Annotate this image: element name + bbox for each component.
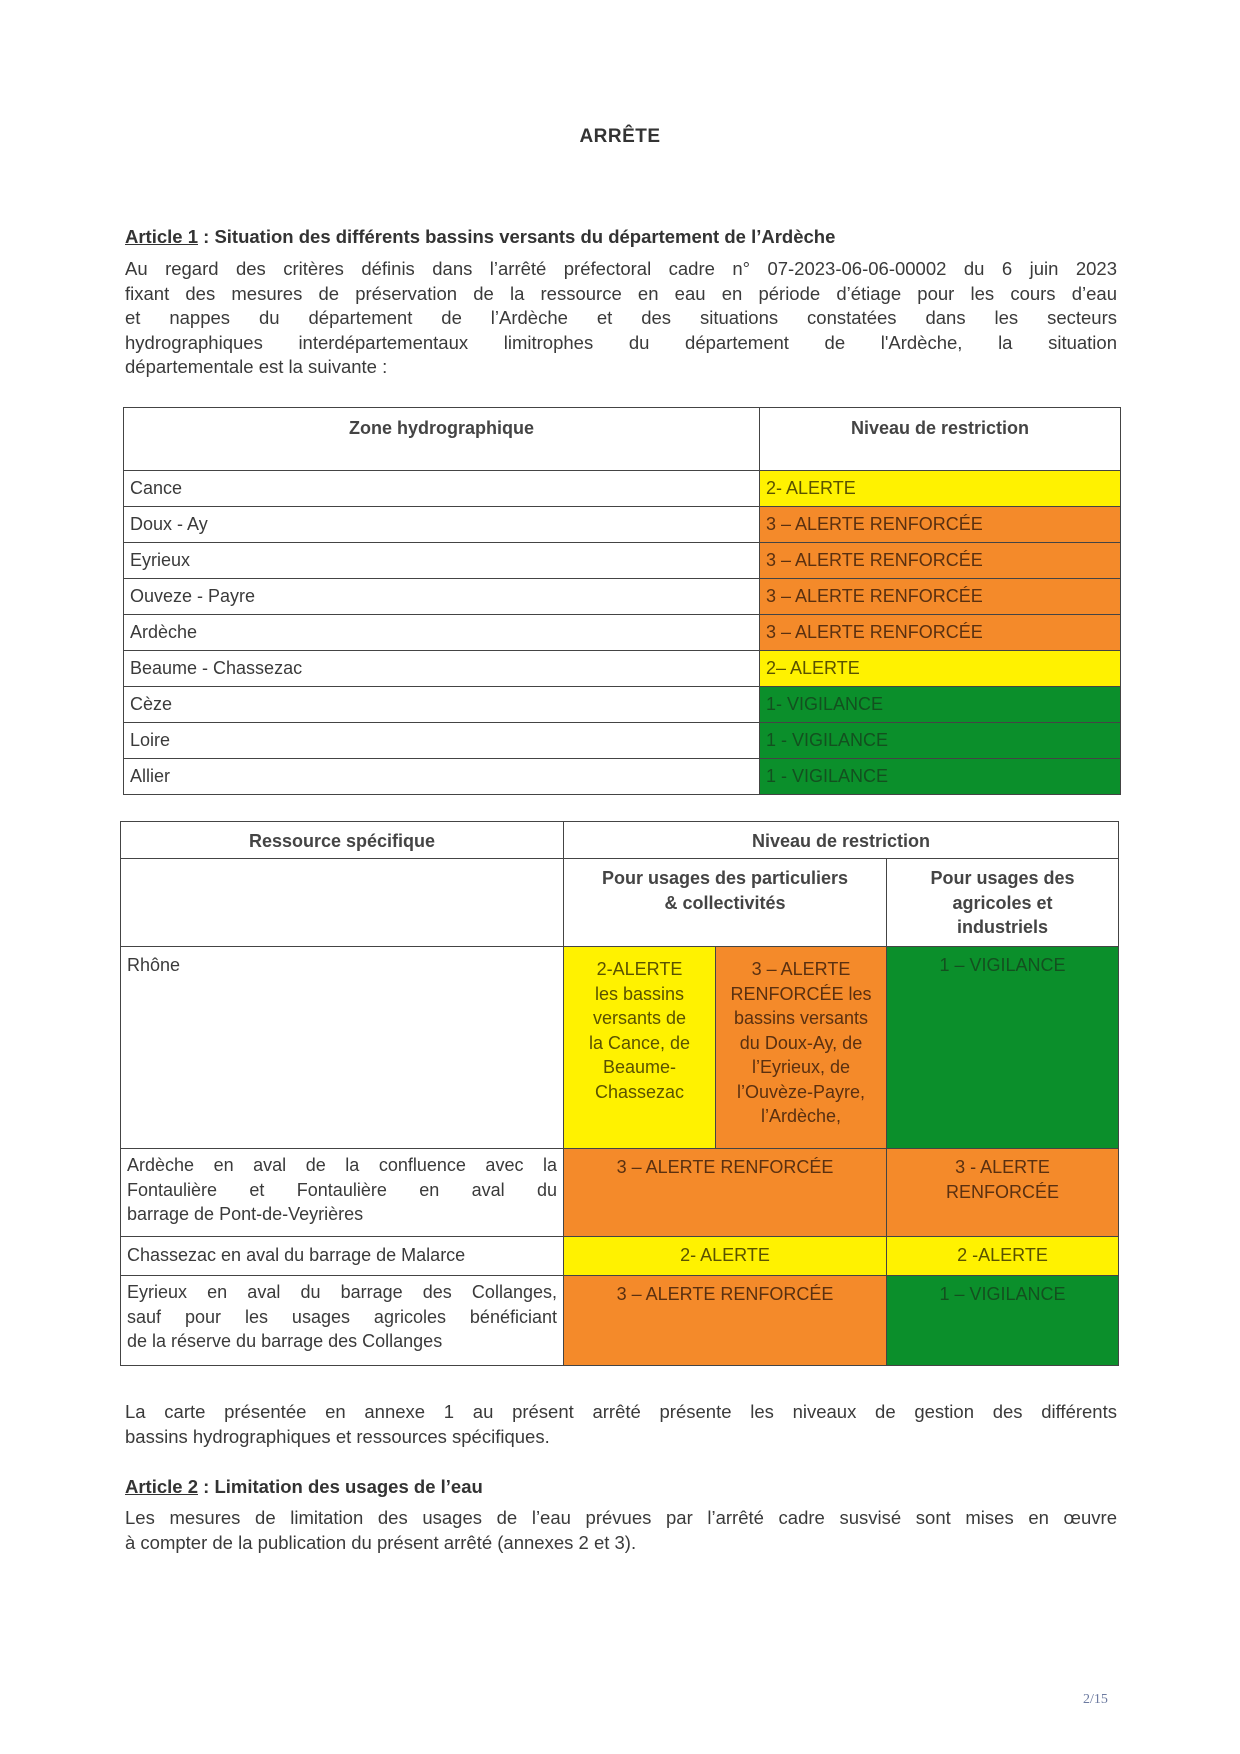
restriction-level: 2– ALERTE [760,651,1121,687]
table-row [124,723,1121,759]
level-line: 2-ALERTE [596,959,683,979]
name-line: Ardèche en aval de la confluence avec la [127,1155,557,1175]
name-line: Eyrieux en aval du barrage des Collanges, [127,1282,557,1302]
header-zone: Zone hydrographique [124,408,760,471]
article-2-label: Article 2 [125,1476,199,1497]
level-line: l’Ardèche, [760,1106,842,1126]
resources-table [120,821,1119,1366]
header-level: Niveau de restriction [564,822,1119,859]
header-resource: Ressource spécifique [121,822,564,859]
resources-header-row [121,822,1119,859]
paragraph-line: Les mesures de limitation des usages de l’eau prévues par l’arrêté cadre susvisé sont mises en œuvre [125,1507,1117,1528]
restriction-level: 1- VIGILANCE [760,687,1121,723]
level-line: l’Ouvèze-Payre, [736,1081,866,1102]
table-row [124,579,1121,615]
subheader-empty [121,859,564,947]
resource-name [121,1276,564,1366]
paragraph-line: à compter de la publication du présent arrêté (annexes 2 et 3). [125,1531,637,1553]
zone-name: Doux - Ay [124,507,760,543]
restriction-level: 1 - VIGILANCE [760,759,1121,795]
zones-table-body [124,471,1121,795]
zone-name: Cèze [124,687,760,723]
zone-name: Ardèche [124,615,760,651]
table-row [124,687,1121,723]
zones-table [123,407,1121,795]
document-title: ARRÊTE [579,126,661,147]
level-agricoles: 2 -ALERTE [887,1237,1119,1276]
level-line: Beaume- [602,1057,677,1077]
restriction-level: 2- ALERTE [760,471,1121,507]
subheader-particuliers: Pour usages des particuliers & collectivités [564,859,887,947]
paragraph-line: départementale est la suivante : [125,356,388,378]
table-row-eyrieux [121,1276,1119,1366]
table-row [124,651,1121,687]
level-line: du Doux-Ay, de [739,1032,863,1053]
level-line: Chassezac [594,1081,685,1102]
level-line: les bassins [594,983,685,1004]
paragraph-line: et nappes du département de l’Ardèche et des situations constatées dans les secteurs [125,307,1117,329]
level-line: la Cance, de [588,1032,691,1053]
table-row-rhone [121,947,1119,1149]
level-agricoles: 1 – VIGILANCE [887,1276,1119,1366]
article-1-label: Article 1 [125,226,199,247]
level-line: RENFORCÉE les [730,983,872,1004]
level-particuliers: 3 – ALERTE RENFORCÉE [564,1276,887,1366]
paragraph-line: hydrographiques interdépartementaux limitrophes du département de l'Ardèche, la situation [125,331,1117,353]
rhone-particuliers-alerte-renforcee [716,947,887,1149]
table-row [124,615,1121,651]
paragraph-line: fixant des mesures de préservation de la ressource en eau en période d’étiage pour les cours d’eau [125,282,1117,304]
level-line: versants de [592,1008,687,1028]
name-line: Fontaulière et Fontaulière en aval du [127,1179,557,1200]
article-1-paragraph [125,257,1117,380]
level-agricoles: 3 - ALERTE RENFORCÉE [887,1149,1119,1237]
table-row [124,507,1121,543]
paragraph-line: Au regard des critères définis dans l’arrêté préfectoral cadre n° 07-2023-06-06-00002 du 6 juin 2023 [125,258,1117,279]
article-2-title: : Limitation des usages de l’eau [198,1476,483,1497]
table-row [124,471,1121,507]
paragraph-line: La carte présentée en annexe 1 au présent arrêté présente les niveaux de gestion des différents [125,1401,1117,1422]
level-particuliers: 3 – ALERTE RENFORCÉE [564,1149,887,1237]
article-1-heading [125,226,835,248]
zone-name: Ouveze - Payre [124,579,760,615]
level-line: 3 – ALERTE [751,959,851,979]
restriction-level: 1 - VIGILANCE [760,723,1121,759]
table-row [124,543,1121,579]
restriction-level: 3 – ALERTE RENFORCÉE [760,615,1121,651]
level-line: l’Eyrieux, de [751,1057,851,1077]
zone-name: Allier [124,759,760,795]
restriction-level: 3 – ALERTE RENFORCÉE [760,543,1121,579]
table-row [124,759,1121,795]
restriction-level: 3 – ALERTE RENFORCÉE [760,507,1121,543]
resource-name [121,1149,564,1237]
map-note-paragraph [125,1400,1117,1449]
level-particuliers: 2- ALERTE [564,1237,887,1276]
resources-subheader-row [121,859,1119,947]
level-line: bassins versants [733,1008,869,1028]
zone-name: Loire [124,723,760,759]
rhone-agricoles: 1 – VIGILANCE [887,947,1119,1149]
header-level: Niveau de restriction [760,408,1121,471]
subheader-agricoles: Pour usages des agricoles et industriels [887,859,1119,947]
zone-name: Cance [124,471,760,507]
table-row-ardeche-aval [121,1149,1119,1237]
article-2-paragraph [125,1506,1117,1555]
name-line: barrage de Pont-de-Veyrières [127,1204,364,1224]
restriction-level: 3 – ALERTE RENFORCÉE [760,579,1121,615]
article-1-title: : Situation des différents bassins versants du département de l’Ardèche [198,226,836,247]
zone-name: Eyrieux [124,543,760,579]
resource-name: Rhône [121,947,564,1149]
name-line: de la réserve du barrage des Collanges [127,1331,443,1351]
page-number: 2/15 [1083,1692,1108,1707]
table-row-chassezac [121,1237,1119,1276]
article-2-heading [125,1476,483,1498]
resource-name: Chassezac en aval du barrage de Malarce [121,1237,564,1276]
paragraph-line: bassins hydrographiques et ressources spécifiques. [125,1425,550,1447]
zone-name: Beaume - Chassezac [124,651,760,687]
name-line: sauf pour les usages agricoles bénéficiant [127,1306,557,1327]
rhone-particuliers-alerte [564,947,716,1149]
zones-table-header [124,408,1121,471]
